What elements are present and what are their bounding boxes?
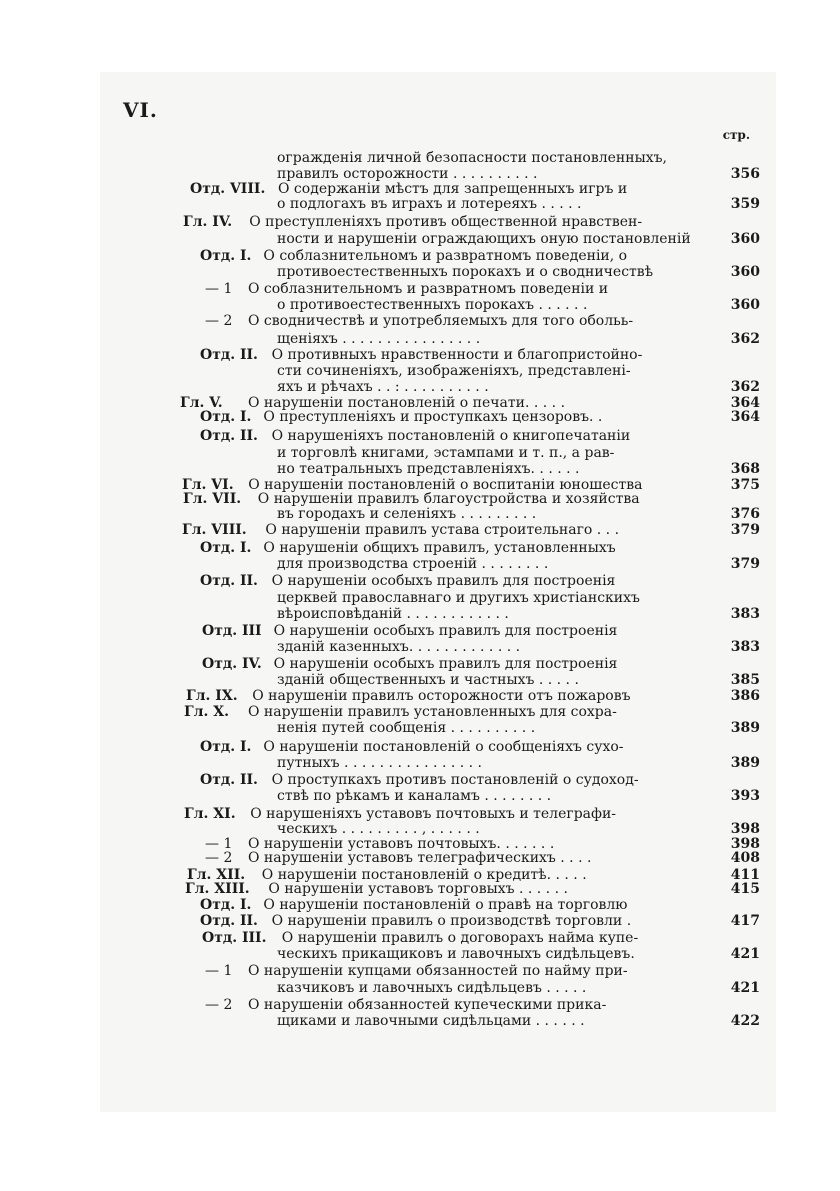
- toc-entry-text: яхъ и рѣчахъ . . : . . . . . . . . . .: [277, 379, 489, 395]
- toc-entry-text: О сводничествѣ и употребляемыхъ для того обольь-: [248, 313, 634, 329]
- toc-page-number: 359: [730, 196, 760, 212]
- toc-page-number: 376: [730, 506, 760, 522]
- toc-entry-text: ческихъ . . . . . . . . . , . . . . . .: [277, 821, 480, 837]
- toc-line: [168, 379, 760, 396]
- toc-line: [168, 930, 760, 947]
- toc-line: [168, 248, 760, 265]
- toc-entry-text: щиками и лавочными сидѣльцами . . . . . .: [277, 1013, 585, 1029]
- toc-entry-text: О нарушеніи уставовъ телеграфическихъ . . . .: [248, 850, 592, 866]
- toc-entry-text: зданій казенныхъ. . . . . . . . . . . . .: [277, 639, 521, 655]
- toc-page-number: 364: [730, 409, 760, 425]
- toc-entry-text: О нарушеніи уставовъ торговыхъ . . . . . .: [268, 881, 568, 897]
- toc-label: — 2: [205, 850, 233, 866]
- toc-entry-text: щеніяхъ . . . . . . . . . . . . . . . .: [277, 331, 481, 347]
- toc-line: [168, 150, 760, 167]
- toc-label: Отд. II.: [200, 772, 258, 788]
- toc-label: — 1: [205, 963, 233, 979]
- toc-page-number: 362: [730, 331, 760, 347]
- toc-line: [168, 672, 760, 689]
- toc-entry-text: О соблазнительномъ и развратномъ поведеніи, о: [263, 248, 628, 264]
- toc-line: [168, 772, 760, 789]
- toc-line: [168, 196, 760, 213]
- toc-entry-text: О проступкахъ противъ постановленій о судоход-: [271, 772, 639, 788]
- toc-line: [168, 881, 760, 898]
- toc-page-number: 360: [730, 264, 760, 280]
- toc-line: [168, 980, 760, 997]
- toc-line: [168, 556, 760, 573]
- toc-entry-text: О нарушеніи постановленій о кредитѣ. . . . .: [261, 867, 587, 883]
- toc-line: [168, 461, 760, 478]
- toc-label: Отд. I.: [200, 409, 252, 425]
- toc-label: Отд. I.: [200, 739, 252, 755]
- toc-label: Гл. XI.: [184, 806, 236, 822]
- toc-label: Гл. IX.: [186, 688, 238, 704]
- toc-label: Отд. IV.: [202, 656, 262, 672]
- toc-page-number: 362: [730, 379, 760, 395]
- toc-label: Отд. II.: [200, 573, 258, 589]
- toc-entry-text: но театральныхъ представленіяхъ. . . . . .: [277, 461, 580, 477]
- toc-entry-text: правилъ осторожности . . . . . . . . . .: [277, 166, 538, 182]
- toc-entry-text: ности и нарушеніи ограждающихъ оную постановленій: [277, 231, 691, 247]
- toc-page-number: 356: [730, 166, 760, 182]
- toc-label: Отд. II.: [200, 913, 258, 929]
- toc-page-number: 375: [730, 477, 760, 493]
- page-column-header: стр.: [722, 128, 750, 142]
- toc-label: Отд. III: [202, 623, 262, 639]
- toc-label: Отд. I.: [200, 897, 252, 913]
- toc-line: [168, 214, 760, 231]
- toc-entry-text: О нарушеніи постановленій о воспитаніи юношества: [248, 477, 643, 493]
- toc-line: [168, 573, 760, 590]
- toc-entry-text: О нарушеніи особыхъ правилъ для построенія: [273, 656, 618, 672]
- toc-entry-text: О нарушеніи правилъ благоустройства и хозяйства: [257, 491, 640, 507]
- toc-entry-text: О соблазнительномъ и развратномъ поведеніи и: [248, 281, 609, 297]
- toc-entry-text: ческихъ прикащиковъ и лавочныхъ сидѣльцевъ.: [277, 946, 635, 962]
- toc-entry-text: О нарушеніи правилъ о производствѣ торговли .: [271, 913, 632, 929]
- toc-entry-text: зданій общественныхъ и частныхъ . . . . .: [277, 672, 579, 688]
- toc-page-number: 421: [730, 980, 760, 996]
- toc-page-number: 383: [730, 639, 760, 655]
- toc-label: — 1: [205, 836, 233, 852]
- toc-entry-text: о противоестественныхъ порокахъ . . . . . .: [277, 297, 588, 313]
- toc-entry-text: О нарушеніи правилъ установленныхъ для сохра-: [248, 704, 617, 720]
- toc-line: [168, 946, 760, 963]
- toc-line: [168, 739, 760, 756]
- toc-entry-text: путныхъ . . . . . . . . . . . . . . . .: [277, 755, 482, 771]
- toc-line: [168, 656, 760, 673]
- toc-label: Гл. VII.: [183, 491, 242, 507]
- toc-page-number: 422: [730, 1013, 760, 1029]
- toc-entry-text: ствѣ по рѣкамъ и каналамъ . . . . . . . .: [277, 788, 552, 804]
- toc-line: [168, 606, 760, 623]
- toc-entry-text: О нарушеніи постановленій о печати. . . . .: [248, 395, 566, 411]
- toc-line: [168, 720, 760, 737]
- toc-page-number: 408: [730, 850, 760, 866]
- toc-page-number: 360: [730, 297, 760, 313]
- toc-line: [168, 913, 760, 930]
- toc-line: [168, 506, 760, 523]
- toc-label: Гл. XII.: [187, 867, 246, 883]
- toc-page-number: 379: [730, 556, 760, 572]
- toc-page-number: 389: [730, 720, 760, 736]
- toc-page-number: 421: [730, 946, 760, 962]
- toc-entry-text: О нарушеніи уставовъ почтовыхъ. . . . . . .: [248, 836, 555, 852]
- toc-label: Отд. II.: [200, 428, 258, 444]
- toc-line: [168, 639, 760, 656]
- toc-entry-text: О нарушеніи обязанностей купеческими прика-: [248, 997, 607, 1013]
- toc-label: Отд. III.: [202, 930, 267, 946]
- toc-entry-text: О нарушеніи особыхъ правилъ для построенія: [273, 623, 618, 639]
- toc-line: [168, 623, 760, 640]
- toc-label: — 2: [205, 313, 233, 329]
- toc-page-number: 386: [730, 688, 760, 704]
- toc-entry-text: вѣроисповѣданій . . . . . . . . . . . .: [277, 606, 509, 622]
- toc-entry-text: О нарушеніяхъ уставовъ почтовыхъ и телеграфи-: [250, 806, 617, 822]
- toc-page-number: 417: [730, 913, 760, 929]
- toc-page-number: 368: [730, 461, 760, 477]
- toc-entry-text: для производства строеній . . . . . . . .: [277, 556, 549, 572]
- toc-entry-text: О преступленіяхъ и проступкахъ цензоровъ. .: [263, 409, 603, 425]
- toc-line: [168, 231, 760, 248]
- toc-entry-text: О нарушеніи купцами обязанностей по найму при-: [248, 963, 628, 979]
- toc-line: [168, 347, 760, 364]
- toc-label: Гл. VIII.: [182, 522, 247, 538]
- toc-line: [168, 540, 760, 557]
- toc-entry-text: въ городахъ и селеніяхъ . . . . . . . . .: [277, 506, 537, 522]
- toc-line: [168, 963, 760, 980]
- toc-label: Отд. I.: [200, 540, 252, 556]
- toc-line: [168, 590, 760, 607]
- toc-entry-text: противоестественныхъ порокахъ и о сводничествѣ: [277, 264, 654, 280]
- toc-page-number: 385: [730, 672, 760, 688]
- toc-entry-text: О нарушеніи постановленій о правѣ на торговлю: [263, 897, 628, 913]
- toc-page-number: 364: [730, 395, 760, 411]
- toc-label: Гл. X.: [184, 704, 230, 720]
- toc-entry-text: огражденія личной безопасности постановленныхъ,: [277, 150, 667, 166]
- toc-line: [168, 997, 760, 1014]
- toc-label: Гл. XIII.: [185, 881, 250, 897]
- toc-line: [168, 264, 760, 281]
- toc-entry-text: О нарушеніи общихъ правилъ, установленныхъ: [263, 540, 616, 556]
- toc-entry-text: О нарушеніи особыхъ правилъ для построенія: [271, 573, 616, 589]
- toc-page-number: 398: [730, 836, 760, 852]
- toc-entry-text: казчиковъ и лавочныхъ сидѣльцевъ . . . . .: [277, 980, 587, 996]
- toc-line: [168, 331, 760, 348]
- toc-entry-text: О содержаніи мѣстъ для запрещенныхъ игръ и: [278, 181, 628, 197]
- toc-entry-text: ненія путей сообщенія . . . . . . . . . .: [277, 720, 536, 736]
- toc-label: Гл. VI.: [182, 477, 234, 493]
- toc-label: Отд. II.: [200, 347, 258, 363]
- toc-entry-text: О нарушеніи правилъ устава строительнаго . . .: [265, 522, 620, 538]
- toc-line: [168, 428, 760, 445]
- toc-page-number: 360: [730, 231, 760, 247]
- toc-entry-text: О нарушеніи правилъ осторожности отъ пожаровъ: [252, 688, 631, 704]
- toc-entry-text: О преступленіяхъ противъ общественной нравствен-: [249, 214, 643, 230]
- toc-entry-text: сти сочиненіяхъ, изображеніяхъ, представлені-: [277, 363, 631, 379]
- toc-page-number: 389: [730, 755, 760, 771]
- toc-label: Отд. I.: [200, 248, 252, 264]
- toc-label: — 1: [205, 281, 233, 297]
- toc-entry-text: церквей православнаго и другихъ христіанскихъ: [277, 590, 640, 606]
- toc-line: [168, 409, 760, 426]
- toc-label: — 2: [205, 997, 233, 1013]
- toc-line: [168, 897, 760, 914]
- toc-page-number: 415: [730, 881, 760, 897]
- toc-line: [168, 1013, 760, 1030]
- toc-line: [168, 445, 760, 462]
- toc-entry-text: О противныхъ нравственности и благопристойно-: [271, 347, 643, 363]
- toc-line: [168, 704, 760, 721]
- toc-entry-text: и торговлѣ книгами, эстампами и т. п., а рав-: [277, 445, 615, 461]
- toc-line: [168, 755, 760, 772]
- toc-page-number: 383: [730, 606, 760, 622]
- page-number: VI.: [123, 98, 158, 122]
- toc-label: Отд. VIII.: [190, 181, 266, 197]
- toc-page-number: 398: [730, 821, 760, 837]
- toc-line: [168, 688, 760, 705]
- toc-line: [168, 850, 760, 867]
- toc-page-number: 411: [730, 867, 760, 883]
- toc-page-number: 393: [730, 788, 760, 804]
- toc-page-number: 379: [730, 522, 760, 538]
- toc-entry-text: О нарушеніи постановленій о сообщеніяхъ сухо-: [263, 739, 624, 755]
- toc-line: [168, 297, 760, 314]
- toc-line: [168, 788, 760, 805]
- toc-entry-text: О нарушеніи правилъ о договорахъ найма купе-: [281, 930, 639, 946]
- toc-line: [168, 281, 760, 298]
- toc-line: [168, 363, 760, 380]
- toc-entry-text: О нарушеніяхъ постановленій о книгопечатаніи: [271, 428, 631, 444]
- toc-line: [168, 522, 760, 539]
- toc-line: [168, 313, 760, 330]
- toc-entry-text: о подлогахъ въ играхъ и лотереяхъ . . . . .: [277, 196, 582, 212]
- toc-label: Гл. V.: [180, 395, 223, 411]
- toc-label: Гл. IV.: [183, 214, 233, 230]
